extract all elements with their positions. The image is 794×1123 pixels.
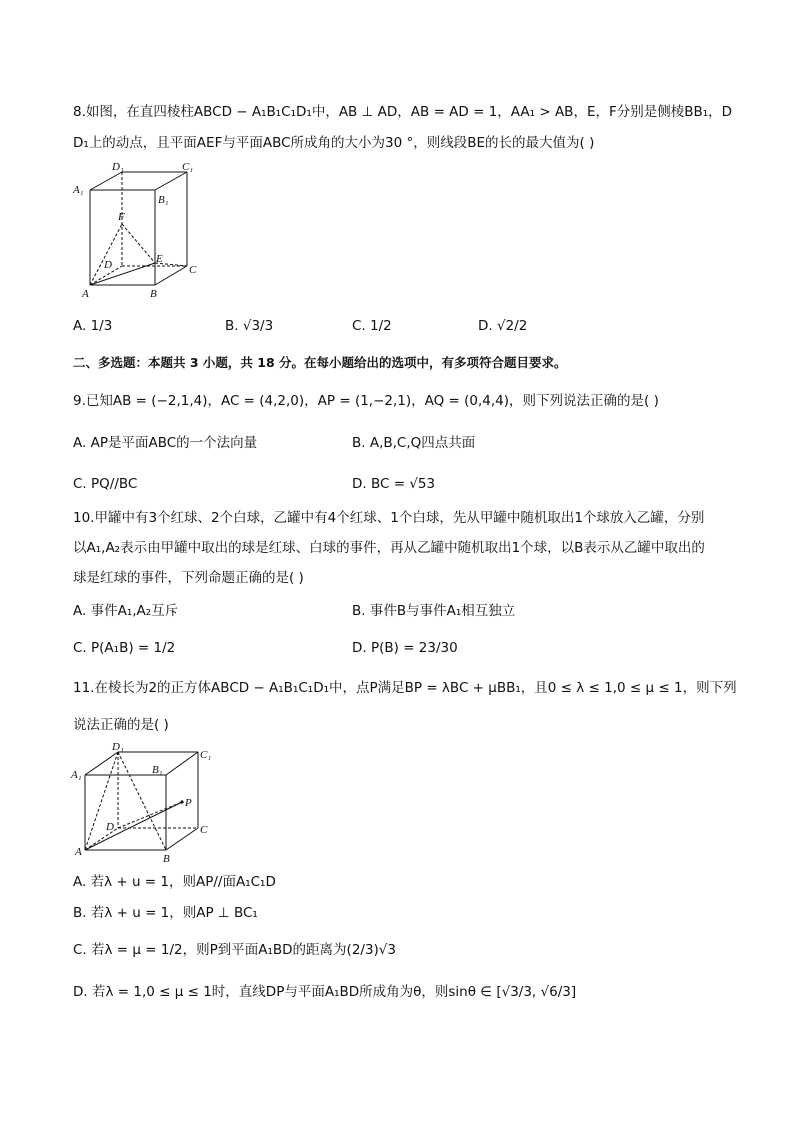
q8-option-d: D. √2/2 [478,318,528,334]
q11-stem-line2: 说法正确的是( ) [73,717,169,733]
q8-option-c: C. 1/2 [352,318,392,334]
section-2-heading: 二、多选题：本题共 3 小题，共 18 分。在每小题给出的选项中，有多项符合题目要求。 [73,355,567,370]
q10-option-a: A. 事件A₁,A₂互斥 [73,603,179,619]
label-C1: C₁ [200,749,212,761]
label-C1: C₁ [182,161,194,173]
label-D: D [106,821,114,833]
label-F: F [118,211,125,223]
label-B1: B₁ [158,194,169,206]
q9-stem: 9.已知AB = (−2,1,4)，AC = (4,2,0)，AP = (1,−2,1)，AQ = (0,4,4)，则下列说法正确的是( ) [73,393,659,409]
q8-stem-line2: D₁上的动点，且平面AEF与平面ABC所成角的大小为30 °，则线段BE的长的最大值为( ) [73,135,595,151]
q11-option-a: A. 若λ + u = 1，则AP//面A₁C₁D [73,874,276,890]
q10-stem-line3: 球是红球的事件，下列命题正确的是( ) [73,570,304,586]
q10-option-b: B. 事件B与事件A₁相互独立 [352,603,516,619]
q11-option-b: B. 若λ + u = 1，则AP ⊥ BC₁ [73,905,258,921]
label-E: E [156,253,163,265]
q10-stem-line1: 10.甲罐中有3个红球、2个白球，乙罐中有4个红球、1个白球，先从甲罐中随机取出1个球放入乙罐，分别 [73,510,705,526]
q10-stem-line2: 以A₁,A₂表示由甲罐中取出的球是红球、白球的事件，再从乙罐中随机取出1个球，以B表示从乙罐中取出的 [73,540,705,556]
label-A1: A₁ [73,184,84,196]
q8-stem-line1: 8.如图，在直四棱柱ABCD − A₁B₁C₁D₁中，AB ⊥ AD，AB = AD = 1，AA₁ > AB，E，F分别是侧棱BB₁，D [73,104,733,120]
label-A: A [75,846,82,858]
label-D1: D₁ [112,161,124,173]
q8-option-a: A. 1/3 [73,318,113,334]
q9-option-d: D. BC = √53 [352,476,436,492]
q11-option-d: D. 若λ = 1,0 ≤ μ ≤ 1时，直线DP与平面A₁BD所成角为θ，则sinθ ∈ [√3/3, √6/3] [73,984,577,1000]
q9-option-a: A. AP是平面ABC的一个法向量 [73,435,258,451]
q11-option-c: C. 若λ = μ = 1/2，则P到平面A₁BD的距离为(2/3)√3 [73,942,396,958]
q10-option-c: C. P(A₁B) = 1/2 [73,640,176,656]
label-B: B [163,853,170,865]
label-C: C [189,264,197,276]
label-D: D [104,259,112,271]
label-C: C [200,824,208,836]
label-P: P [185,797,192,809]
q8-option-b: B. √3/3 [225,318,274,334]
q9-option-b: B. A,B,C,Q四点共面 [352,435,476,451]
q11-cube-figure [70,740,220,869]
q9-option-c: C. PQ//BC [73,476,138,492]
q11-stem-line1: 11.在棱长为2的正方体ABCD − A₁B₁C₁D₁中，点P满足BP = λBC + μBB₁，且0 ≤ λ ≤ 1,0 ≤ μ ≤ 1，则下列 [73,680,737,696]
label-A: A [82,288,89,300]
label-D1: D₁ [112,741,124,753]
q10-option-d: D. P(B) = 23/30 [352,640,458,656]
q8-prism-figure [70,160,210,309]
label-B1: B₁ [152,764,163,776]
label-A1: A₁ [71,769,82,781]
label-B: B [150,288,157,300]
